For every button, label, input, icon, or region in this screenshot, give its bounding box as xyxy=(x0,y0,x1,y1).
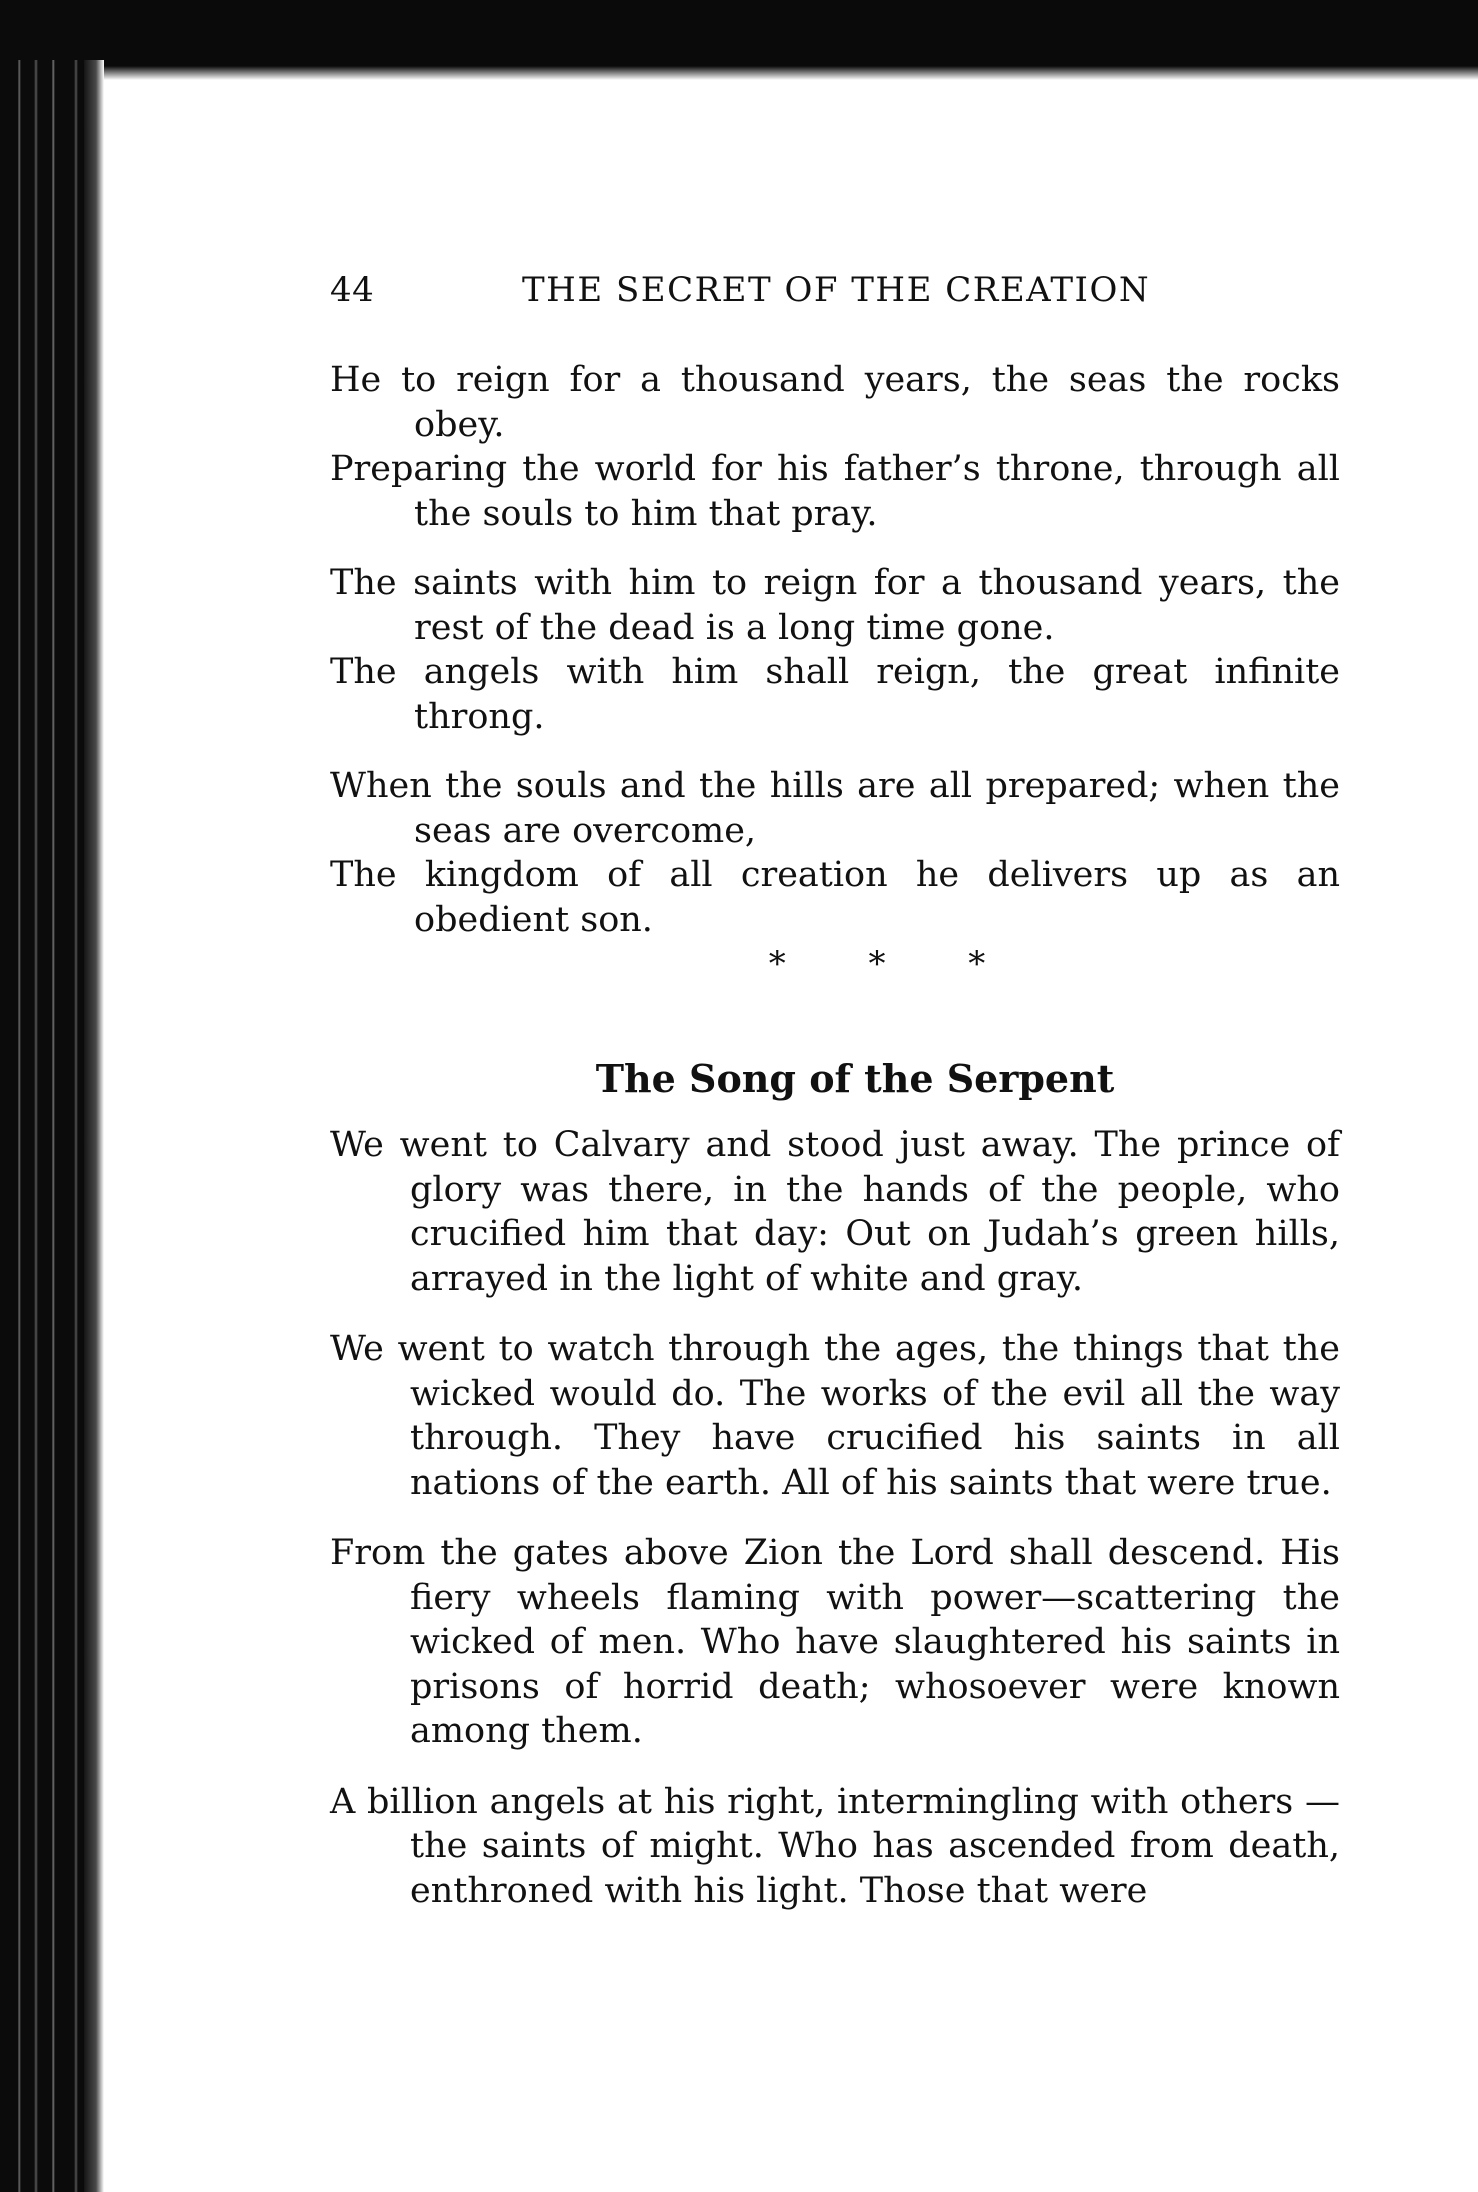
poem-line: The saints with him to reign for a thousand years, the rest of the dead is a long time gone. xyxy=(330,563,1340,648)
song-title: The Song of the Serpent xyxy=(595,1056,1115,1101)
song-paragraph: We went to watch through the ages, the things that the wicked would do. The works of the evil all the way through. They have crucified his saints in all nations of the earth. All of his saints that were true. xyxy=(330,1329,1340,1503)
song-paragraph: From the gates above Zion the Lord shall descend. His fiery wheels flaming with power—scattering the wicked of men. Who have slaughtered his saints in prisons of horrid death; whosoever were known among them. xyxy=(330,1533,1340,1751)
page-number: 44 xyxy=(330,270,375,310)
poem-stanza xyxy=(330,764,1340,942)
poem-line: Preparing the world for his father’s throne, through all the souls to him that pray. xyxy=(330,449,1340,534)
poem-line: The kingdom of all creation he delivers up as an obedient son. xyxy=(330,855,1340,940)
scan-top-border xyxy=(0,0,1478,66)
song-paragraph: A billion angels at his right, intermingling with others —the saints of might. Who has ascended from death, enthroned with his light. Those that were xyxy=(330,1781,1340,1911)
poem-stanza xyxy=(330,358,1340,536)
book-title: THE SECRET OF THE CREATION xyxy=(522,270,1151,310)
spine-edge-gradient xyxy=(84,60,104,2192)
book-page xyxy=(330,270,1340,1939)
song-paragraph: We went to Calvary and stood just away. The prince of glory was there, in the hands of the people, who crucified him that day: Out on Judah’s green hills, arrayed in the light of white and gray. xyxy=(330,1125,1340,1299)
running-head xyxy=(330,270,1340,318)
poem-line: When the souls and the hills are all prepared; when the seas are overcome, xyxy=(330,766,1340,851)
section-separator: * * * xyxy=(768,944,1022,984)
poem-stanza xyxy=(330,561,1340,739)
poem-line: The angels with him shall reign, the great infinite throng. xyxy=(330,652,1340,737)
poem-line: He to reign for a thousand years, the seas the rocks obey. xyxy=(330,360,1340,445)
